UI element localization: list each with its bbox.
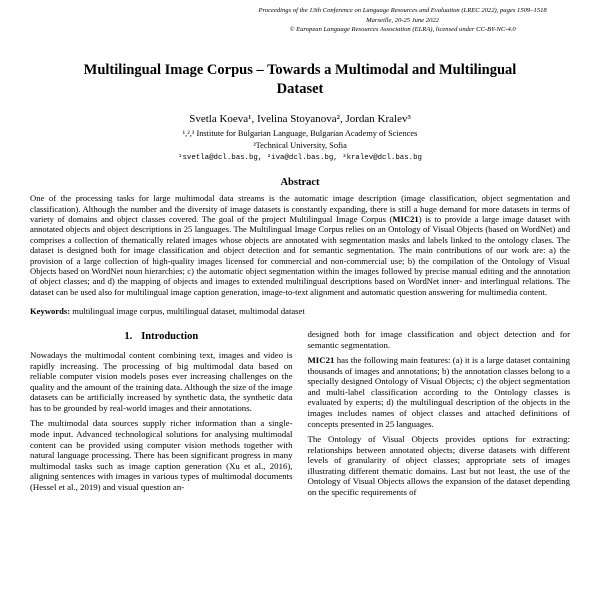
section-1-number: 1. <box>124 331 133 343</box>
abstract-bold-mic21: MIC21 <box>392 214 419 225</box>
right-column-paragraph-1: designed both for image classification and object detection and for semantic segmentation. <box>307 329 570 350</box>
abstract-part-2: ) is to provide a large image dataset with annotated objects and object descriptions in 25 languages. The Multilingual Image Corpus relies on an Ontology of Visual Objects (based on WordNet) and comprises a collection of thematically related images whose objects are annotated with segmentation masks and labels linked to the ontology clases. The dataset is designed both for image classification and object detection and for semantic segmentation. The main contributions of our work are: a) the provision of a large collection of high-quality images licensed for commercial and non-commercial use; b) the compilation of the Ontology of Visual Objects based on WordNet noun hierarchies; c) the automatic object segmentation within the images followed by precise manual editing and the annotation of object classes; and d) the mapping of objects and images to extended multilingual descriptions based on WordNet inner- and interlingual relations. The dataset can be used also for multilingual image caption generation, image-to-text alignment and automatic question answering for multimedia content. <box>30 214 570 297</box>
section-1-title: Introduction <box>141 331 199 343</box>
authors-block <box>30 113 570 163</box>
left-column-paragraph-1: Nowadays the multimodal content combining text, images and video is rapidly increasing. The processing of big multimodal data based on reliable computer vision models poses ever increasing challenges on the quality and the amount of the training data. Although the size of the image datasets can be artificially increased by synthetic data, the synthetic data has to be grounded by real-world images and their annotations. <box>30 350 293 413</box>
proceedings-venue-date: Marseille, 20-25 June 2022 <box>366 16 440 24</box>
proceedings-header <box>224 6 580 35</box>
right-column-paragraph-2-rest: has the following main features: (a) it is a large dataset containing thousands of images and annotations; b) the annotation classes belong to a specially designed Ontology of Visual Objects; c) the object segmentation and multi-label classification according to the Ontology classes is evaluated by experts; d) the multilingual description of the objects in the images includes names of object classes and attached definitions of concepts presented in 25 languages. <box>307 355 570 429</box>
abstract-text <box>30 193 570 297</box>
left-column-paragraph-2: The multimodal data sources supply richer information than a single-mode input. Advanced technological solutions for analysing multimodal content can be provided using computer vision methods together with natural language processing. There has been significant progress in many multimodal tasks such as image caption generation (Xu et al., 2016), aligning sentences with images in various types of multimodal documents (Hessel et al., 2019) and visual question an- <box>30 418 293 492</box>
right-column <box>308 329 571 502</box>
affiliation-1: ¹,²,³ Institute for Bulgarian Language, Bulgarian Academy of Sciences <box>182 128 418 138</box>
keywords-line <box>30 306 570 316</box>
right-column-paragraph-2 <box>308 355 571 429</box>
proceedings-copyright: © European Language Resources Association (ELRA), licensed under CC-BY-NC-4.0 <box>289 26 516 34</box>
mic21-bold-lead: MIC21 <box>307 355 335 366</box>
author-names: Svetla Koeva¹, Ivelina Stoyanova², Jordan Kralev³ <box>189 112 411 125</box>
right-column-paragraph-3: The Ontology of Visual Objects provides options for extracting: relationships between annotated objects; diverse datasets with different levels of granularity of object classes; appropriate sets of images illustrating different thematic domains. Last but not least, the use of the Ontology of Visual Objects allows the expansion of the dataset depending on the specific requirements of <box>307 434 570 497</box>
abstract-heading: Abstract <box>280 177 320 189</box>
section-1-heading <box>30 331 293 342</box>
keywords-text: multilingual image corpus, multilingual dataset, multimodal dataset <box>70 306 305 317</box>
keywords-label: Keywords: <box>30 306 71 317</box>
affiliation-2: ³Technical University, Sofia <box>253 140 347 150</box>
proceedings-line: Proceedings of the 13th Conference on Language Resources and Evaluation (LREC 2022), pages 1509–1518 <box>258 7 547 14</box>
two-column-body <box>30 329 570 502</box>
left-column <box>30 329 293 502</box>
paper-title: Multilingual Image Corpus – Towards a Multimodal and Multilingual Dataset <box>83 61 517 98</box>
abstract-part-1: One of the processing tasks for large multimodal data streams is the automatic image description (image classification, object segmentation and classification). Although the number and the diversity of image datasets is constantly expanding, there is still a huge demand for more datasets in terms of variety of domains and object classes covered. The goal of the project Multilingual Image Corpus ( <box>30 193 570 225</box>
author-emails: ¹svetla@dcl.bas.bg, ²iva@dcl.bas.bg, ³kralev@dcl.bas.bg <box>178 154 422 163</box>
